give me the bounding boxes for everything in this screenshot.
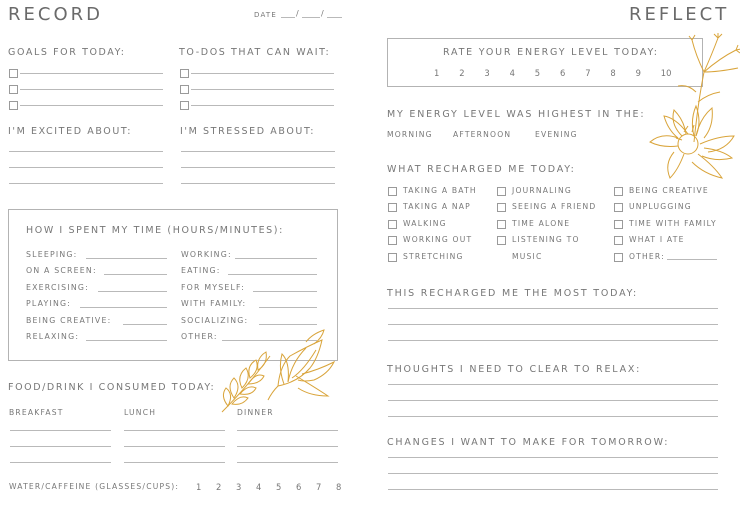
todo-checkbox[interactable]: [180, 101, 189, 110]
time-right-item-line[interactable]: [228, 274, 317, 275]
recharge-option-label: UNPLUGGING: [629, 202, 692, 212]
recharge-option-label: OTHER:: [629, 251, 665, 261]
recharge-option-label: JOURNALING: [512, 186, 572, 195]
recharged-most-line[interactable]: [388, 324, 718, 325]
time-right-item-label: EATING:: [181, 266, 221, 276]
time-right-item-label: SOCIALIZING:: [181, 315, 249, 325]
botanical-flower-right-icon: [648, 32, 740, 182]
changes-line[interactable]: [388, 473, 718, 474]
recharge-checkbox[interactable]: [614, 236, 623, 245]
time-left-item-label: RELAXING:: [26, 332, 80, 341]
time-right-item-label: OTHER:: [181, 332, 218, 341]
time-left-item-label: ON A SCREEN:: [26, 266, 97, 276]
stressed-heading: I'M STRESSED ABOUT:: [180, 126, 316, 137]
goal-checkbox[interactable]: [9, 85, 18, 94]
recharge-option-label: TAKING A BATH: [403, 186, 477, 195]
energy-rating-number[interactable]: 6: [560, 68, 566, 78]
energy-rating-heading: RATE YOUR ENERGY LEVEL TODAY:: [443, 47, 659, 58]
recharged-most-heading: THIS RECHARGED ME THE MOST TODAY:: [387, 288, 639, 299]
other-line[interactable]: [667, 259, 717, 260]
water-number[interactable]: 6: [296, 482, 302, 492]
time-right-item-line[interactable]: [259, 307, 317, 308]
goal-line[interactable]: [20, 105, 163, 106]
todo-checkbox[interactable]: [180, 69, 189, 78]
water-label: WATER/CAFFEINE (GLASSES/CUPS):: [9, 482, 180, 491]
time-right-item-line[interactable]: [235, 258, 317, 259]
recharge-option-label: TIME ALONE: [512, 218, 571, 228]
recharge-option-label: WHAT I ATE: [629, 235, 685, 245]
time-left-item-line[interactable]: [86, 340, 167, 341]
thoughts-line[interactable]: [388, 400, 718, 401]
date-sep: /: [321, 9, 325, 18]
energy-rating-number[interactable]: 4: [509, 68, 515, 78]
time-left-item-line[interactable]: [86, 258, 167, 259]
date-day-line[interactable]: [281, 17, 295, 18]
dinner-line[interactable]: [237, 446, 338, 447]
energy-rating-number[interactable]: 5: [534, 68, 541, 78]
recharged-heading: WHAT RECHARGED ME TODAY:: [387, 164, 576, 175]
changes-line[interactable]: [388, 489, 718, 490]
time-left-item-label: EXERCISING:: [26, 282, 89, 292]
meal-dinner-label: DINNER: [237, 408, 274, 417]
todo-line[interactable]: [191, 89, 334, 90]
recharge-option-label: LISTENING TO: [512, 235, 580, 245]
water-number[interactable]: 8: [336, 482, 342, 492]
recharge-checkbox[interactable]: [497, 220, 506, 229]
todo-line[interactable]: [191, 73, 334, 74]
recharge-checkbox[interactable]: [614, 203, 623, 212]
recharge-checkbox[interactable]: [497, 203, 506, 212]
option-afternoon[interactable]: AFTERNOON: [453, 130, 512, 139]
recharge-checkbox[interactable]: [497, 187, 506, 196]
breakfast-line[interactable]: [10, 430, 111, 431]
recharge-checkbox[interactable]: [388, 203, 397, 212]
changes-heading: CHANGES I WANT TO MAKE FOR TOMORROW:: [387, 437, 670, 448]
energy-highest-heading: MY ENERGY LEVEL WAS HIGHEST IN THE:: [387, 109, 646, 120]
recharged-most-line[interactable]: [388, 308, 718, 309]
recharge-option-label: TIME WITH FAMILY: [629, 218, 717, 228]
changes-line[interactable]: [388, 457, 718, 458]
recharge-checkbox[interactable]: [497, 236, 506, 245]
time-left-item-line[interactable]: [123, 324, 167, 325]
record-title: RECORD: [8, 4, 103, 25]
time-left-item-label: PLAYING:: [26, 299, 72, 309]
recharge-checkbox[interactable]: [614, 220, 623, 229]
goal-line[interactable]: [20, 73, 163, 74]
date-label: DATE: [254, 11, 278, 19]
goal-checkbox[interactable]: [9, 69, 18, 78]
time-right-item-label: WITH FAMILY:: [181, 299, 247, 309]
goal-line[interactable]: [20, 89, 163, 90]
recharge-option-label: WALKING: [403, 218, 447, 228]
energy-rating-number[interactable]: 7: [585, 68, 591, 78]
recharge-option-label: WORKING OUT: [403, 235, 473, 245]
energy-rating-number[interactable]: 2: [459, 68, 465, 78]
date-sep: /: [296, 9, 300, 18]
thoughts-line[interactable]: [388, 416, 718, 417]
date-month-line[interactable]: [302, 17, 320, 18]
todo-checkbox[interactable]: [180, 85, 189, 94]
excited-line[interactable]: [9, 167, 163, 168]
option-morning[interactable]: MORNING: [387, 130, 433, 139]
time-left-item-label: BEING CREATIVE:: [26, 315, 112, 325]
excited-line[interactable]: [9, 151, 163, 152]
dinner-line[interactable]: [237, 462, 338, 463]
stressed-line[interactable]: [181, 183, 335, 184]
recharge-checkbox[interactable]: [388, 187, 397, 196]
energy-rating-number[interactable]: 8: [610, 68, 616, 78]
date-year-line[interactable]: [327, 17, 342, 18]
time-right-item-label: WORKING:: [181, 250, 232, 259]
recharge-checkbox[interactable]: [388, 236, 397, 245]
food-heading: FOOD/DRINK I CONSUMED TODAY:: [8, 382, 216, 393]
recharge-checkbox[interactable]: [614, 253, 623, 262]
excited-line[interactable]: [9, 183, 163, 184]
lunch-line[interactable]: [124, 430, 225, 431]
botanical-flower-left-icon: [218, 326, 348, 416]
goal-checkbox[interactable]: [9, 101, 18, 110]
recharge-option-label: MUSIC: [512, 251, 543, 261]
energy-rating-number[interactable]: 1: [434, 68, 440, 78]
time-spent-heading: HOW I SPENT MY TIME (HOURS/MINUTES):: [26, 225, 284, 236]
dinner-line[interactable]: [237, 430, 338, 431]
energy-rating-number[interactable]: 9: [635, 68, 641, 78]
todos-heading: TO-DOS THAT CAN WAIT:: [179, 47, 331, 58]
stressed-line[interactable]: [181, 167, 335, 168]
todo-line[interactable]: [191, 105, 334, 106]
time-right-item-line[interactable]: [253, 291, 317, 292]
goals-heading: GOALS FOR TODAY:: [8, 47, 126, 58]
lunch-line[interactable]: [124, 446, 225, 447]
time-left-item-line[interactable]: [98, 291, 167, 292]
water-number[interactable]: 7: [316, 482, 322, 492]
meal-breakfast-label: BREAKFAST: [9, 408, 64, 417]
time-left-item-line[interactable]: [104, 274, 167, 275]
water-number[interactable]: 3: [236, 482, 242, 492]
option-evening[interactable]: EVENING: [535, 130, 578, 139]
meal-lunch-label: LUNCH: [124, 408, 157, 417]
time-left-item-line[interactable]: [80, 307, 167, 308]
recharge-checkbox[interactable]: [614, 187, 623, 196]
energy-rating-number[interactable]: 3: [484, 68, 490, 78]
recharge-option-label: STRETCHING: [403, 251, 464, 261]
energy-rating-number[interactable]: 10: [660, 68, 672, 78]
water-number[interactable]: 1: [196, 482, 202, 492]
recharge-option-label: TAKING A NAP: [403, 202, 471, 212]
excited-heading: I'M EXCITED ABOUT:: [8, 126, 133, 137]
water-number[interactable]: 5: [276, 482, 282, 492]
recharge-checkbox[interactable]: [388, 220, 397, 229]
recharge-option-label: BEING CREATIVE: [629, 186, 709, 195]
lunch-line[interactable]: [124, 462, 225, 463]
thoughts-heading: THOUGHTS I NEED TO CLEAR TO RELAX:: [387, 364, 642, 375]
water-number[interactable]: 2: [216, 482, 222, 492]
recharge-checkbox[interactable]: [388, 253, 397, 262]
breakfast-line[interactable]: [10, 462, 111, 463]
breakfast-line[interactable]: [10, 446, 111, 447]
reflect-title: REFLECT: [629, 4, 730, 25]
time-left-item-label: SLEEPING:: [26, 250, 78, 259]
recharged-most-line[interactable]: [388, 340, 718, 341]
water-number[interactable]: 4: [256, 482, 262, 492]
stressed-line[interactable]: [181, 151, 335, 152]
thoughts-line[interactable]: [388, 384, 718, 385]
recharge-option-label: SEEING A FRIEND: [512, 202, 597, 212]
time-right-item-label: FOR MYSELF:: [181, 282, 245, 292]
time-right-item-line[interactable]: [259, 324, 317, 325]
